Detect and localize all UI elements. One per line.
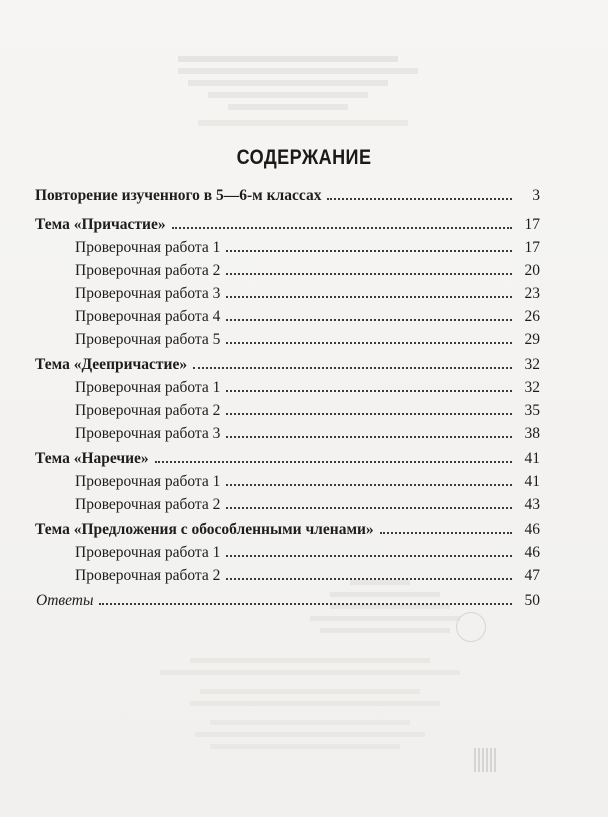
toc-page-number: 46 (524, 544, 540, 561)
toc-entry-label: Тема «Деепричастие» (35, 356, 188, 373)
toc-section-entry (35, 186, 540, 206)
toc-section-entry (35, 355, 540, 375)
dot-leader (226, 296, 512, 298)
toc-entry-label: Тема «Предложения с обособленными членами» (35, 521, 374, 538)
dot-leader (226, 578, 512, 580)
toc-page-number: 38 (524, 425, 540, 442)
toc-entry-label: Проверочная работа 1 (75, 473, 221, 490)
toc-page-number: 17 (524, 216, 540, 233)
dot-leader (226, 484, 512, 486)
dot-leader (226, 436, 512, 438)
toc-entry-label: Проверочная работа 2 (75, 496, 221, 513)
toc-answers-entry (36, 591, 540, 611)
toc-subentry (75, 330, 540, 350)
toc-entry-label: Проверочная работа 4 (75, 308, 221, 325)
toc-subentry (75, 401, 540, 421)
dot-leader (226, 555, 512, 557)
toc-page-number: 50 (524, 592, 540, 609)
toc-entry-label: Ответы (36, 592, 94, 609)
toc-page-number: 35 (524, 402, 540, 419)
toc-entry-label: Повторение изученного в 5—6-м классах (35, 187, 322, 204)
toc-page-number: 26 (524, 308, 540, 325)
toc-entry-label: Проверочная работа 2 (75, 567, 221, 584)
toc-subentry (75, 566, 540, 586)
toc-entry-label: Проверочная работа 2 (75, 402, 221, 419)
toc-page-number: 29 (524, 331, 540, 348)
toc-subentry (75, 378, 540, 398)
bleed-through-imprint-top (178, 52, 428, 126)
toc-entry-label: Тема «Причастие» (35, 216, 166, 233)
toc-entry-label: Проверочная работа 1 (75, 544, 221, 561)
dot-leader (99, 603, 512, 605)
toc-section-entry (35, 449, 540, 469)
toc-subentry (75, 307, 540, 327)
dot-leader (172, 227, 512, 229)
bleed-through-imprint-bottom (150, 658, 470, 756)
dot-leader (380, 532, 512, 534)
toc-entry-label: Проверочная работа 3 (75, 285, 221, 302)
toc-entry-label: Проверочная работа 5 (75, 331, 221, 348)
toc-page-number: 23 (524, 285, 540, 302)
dot-leader (226, 250, 512, 252)
dot-leader (226, 413, 512, 415)
toc-subentry (75, 543, 540, 563)
toc-page-number: 32 (524, 356, 540, 373)
toc-page-number: 3 (532, 187, 540, 204)
toc-section-entry (35, 520, 540, 540)
toc-subentry (75, 284, 540, 304)
toc-entry-label: Тема «Наречие» (35, 450, 149, 467)
toc-subentry (75, 495, 540, 515)
toc-page-number: 17 (524, 239, 540, 256)
dot-leader (226, 273, 512, 275)
toc-entry-label: Проверочная работа 1 (75, 379, 221, 396)
toc-page-number: 43 (524, 496, 540, 513)
toc-entry-label: Проверочная работа 2 (75, 262, 221, 279)
toc-subentry (75, 472, 540, 492)
toc-section-entry (35, 215, 540, 235)
toc-page-number: 41 (524, 473, 540, 490)
toc-subentry (75, 424, 540, 444)
toc-page-number: 32 (524, 379, 540, 396)
dot-leader (226, 342, 512, 344)
toc-page-number: 47 (524, 567, 540, 584)
dot-leader (226, 507, 512, 509)
dot-leader (226, 319, 512, 321)
dot-leader (327, 198, 512, 200)
dot-leader (193, 367, 512, 369)
dot-leader (155, 461, 512, 463)
barcode-bleed (474, 748, 496, 772)
toc-subentry (75, 261, 540, 281)
toc-page-number: 41 (524, 450, 540, 467)
toc-entry-label: Проверочная работа 3 (75, 425, 221, 442)
dot-leader (226, 390, 512, 392)
toc-page-number: 20 (524, 262, 540, 279)
age-rating-badge-bleed (456, 612, 486, 642)
toc-subentry (75, 238, 540, 258)
toc-entry-label: Проверочная работа 1 (75, 239, 221, 256)
toc-page-number: 46 (524, 521, 540, 538)
page-title: СОДЕРЖАНИЕ (236, 146, 372, 169)
